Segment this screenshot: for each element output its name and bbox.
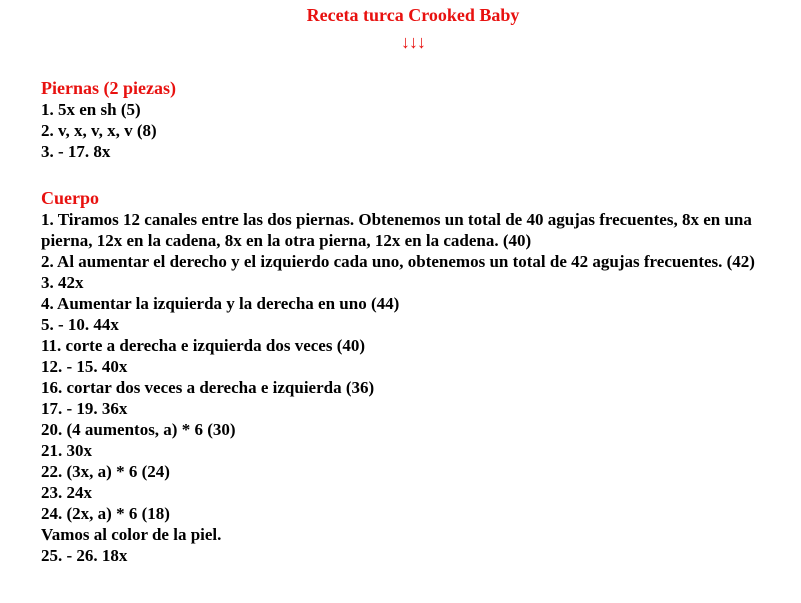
section-heading-body: Cuerpo	[41, 188, 99, 208]
instruction-line: 17. - 19. 36x	[41, 399, 128, 418]
instruction-line: 12. - 15. 40x	[41, 357, 128, 376]
instruction-line: 1. 5x en sh (5)	[41, 100, 141, 119]
instruction-line: 25. - 26. 18x	[41, 546, 128, 565]
instruction-line: 21. 30x	[41, 441, 92, 460]
instruction-line: 4. Aumentar la izquierda y la derecha en uno (44)	[41, 294, 400, 313]
section-body	[41, 187, 781, 566]
instruction-line: 3. - 17. 8x	[41, 142, 111, 161]
instruction-line: 22. (3x, a) * 6 (24)	[41, 462, 170, 481]
down-arrows-icon: ↓↓↓	[401, 32, 425, 52]
recipe-content	[41, 77, 781, 566]
instruction-line: 24. (2x, a) * 6 (18)	[41, 504, 170, 523]
instruction-line: 3. 42x	[41, 273, 84, 292]
instruction-line: 1. Tiramos 12 canales entre las dos piernas. Obtenemos un total de 40 agujas frecuentes, 8x en una pierna, 12x en la cadena, 8x en la otra pierna, 12x en la cadena. (40)	[41, 210, 752, 250]
instruction-line: 16. cortar dos veces a derecha e izquierda (36)	[41, 378, 375, 397]
section-legs	[41, 77, 781, 162]
instruction-line: 2. Al aumentar el derecho y el izquierdo cada uno, obtenemos un total de 42 agujas frecuentes. (42)	[41, 252, 755, 271]
recipe-title: Receta turca Crooked Baby	[306, 5, 520, 25]
instruction-line: 23. 24x	[41, 483, 92, 502]
instruction-line: 5. - 10. 44x	[41, 315, 119, 334]
instruction-line: Vamos al color de la piel.	[41, 525, 222, 544]
instruction-line: 11. corte a derecha e izquierda dos veces (40)	[41, 336, 366, 355]
instruction-line: 20. (4 aumentos, a) * 6 (30)	[41, 420, 236, 439]
section-heading-legs: Piernas (2 piezas)	[41, 78, 176, 98]
section-spacer	[41, 162, 781, 187]
instruction-line: 2. v, x, v, x, v (8)	[41, 121, 157, 140]
